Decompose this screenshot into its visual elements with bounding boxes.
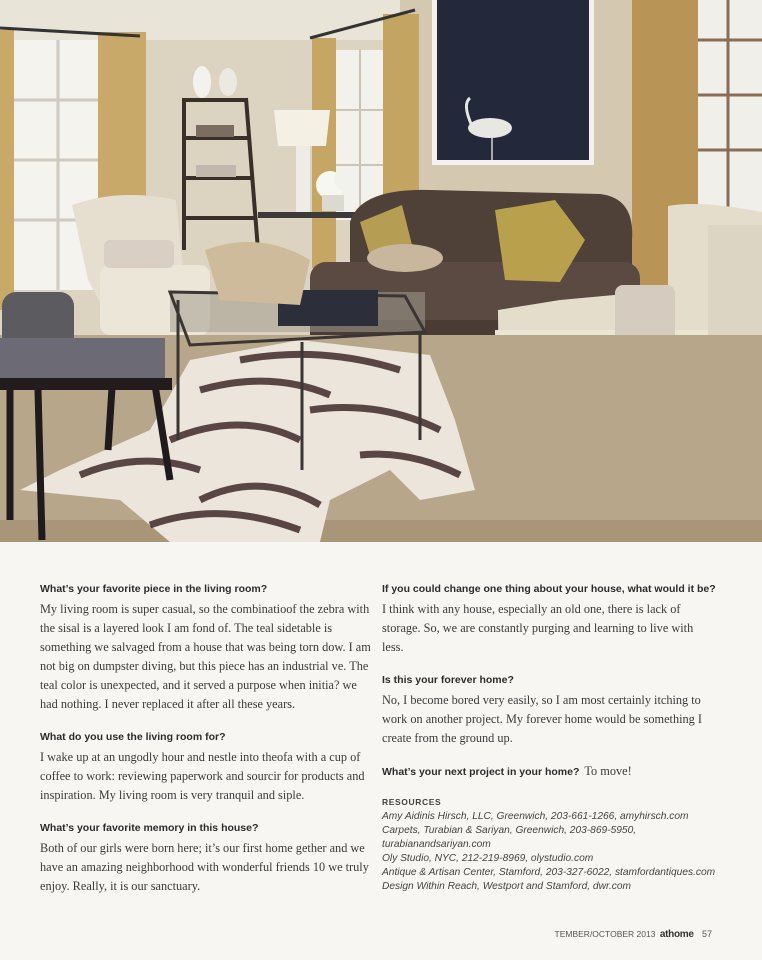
page-folio — [555, 929, 712, 940]
answer-text: I wake up at an ungodly hour and nestle into theofa with a cup of coffee to work: reviewing paperwork and sourcir for products and inspiration. My living room is very tranquil and siple. — [40, 750, 365, 802]
answer-text: No, I become bored very easily, so I am most certainly itching to work on another project. My forever home would be something I create from the ground up. — [382, 693, 702, 745]
question-heading: What’s your favorite piece in the living room? — [40, 583, 268, 595]
question-heading: What do you use the living room for? — [40, 731, 226, 743]
left-column — [40, 582, 375, 912]
right-column — [382, 582, 717, 894]
question-heading-inline — [382, 764, 717, 779]
issue-date: TEMBER/OCTOBER 2013 — [554, 929, 656, 939]
answer-text: Both of our girls were born here; it’s our first home gether and we have an amazing neighborhood with wonderful friends 10 we truly enjoy. Really, it is our sanctuary. — [40, 841, 369, 893]
resource-item: turabianandsariyan.com — [382, 839, 491, 850]
article-page — [0, 542, 762, 960]
resource-item: Oly Studio, NYC, 212-219-8969, olystudio.com — [382, 853, 594, 864]
answer-text: I think with any house, especially an old one, there is lack of storage. So, we are constantly purging and learning to live with less. — [382, 602, 694, 654]
resource-item: Carpets, Turabian & Sariyan, Greenwich, 203-869-5950, — [382, 825, 637, 836]
magazine-name: athome — [659, 929, 694, 940]
question-heading: Is this your forever home? — [382, 674, 514, 686]
question-heading: If you could change one thing about your house, what would it be? — [382, 583, 716, 595]
page-number: 57 — [701, 929, 712, 939]
resources-heading: RESOURCES — [382, 797, 442, 807]
resource-item: Amy Aidinis Hirsch, LLC, Greenwich, 203-661-1266, amyhirsch.com — [382, 811, 689, 822]
answer-text: To move! — [584, 764, 632, 778]
resources-list — [382, 810, 717, 894]
question-text: What’s your next project in your home? — [382, 766, 580, 778]
resource-item: Antique & Artisan Center, Stamford, 203-327-6022, stamfordantiques.com — [382, 867, 716, 878]
question-heading: What’s your favorite memory in this house? — [40, 822, 259, 834]
resource-item: Design Within Reach, Westport and Stamford, dwr.com — [382, 881, 632, 892]
answer-text: My living room is super casual, so the combinatioof the zebra with the sisal is a layered look I am fond of. The teal sidetable is something we salvaged from a house that was being torn dow. I am not big on dumpster diving, but this piece has an industrial ve. The teal color is unexpected, and it served a purpose when initia? we had nothing. I never replaced it after all these years. — [40, 602, 371, 711]
